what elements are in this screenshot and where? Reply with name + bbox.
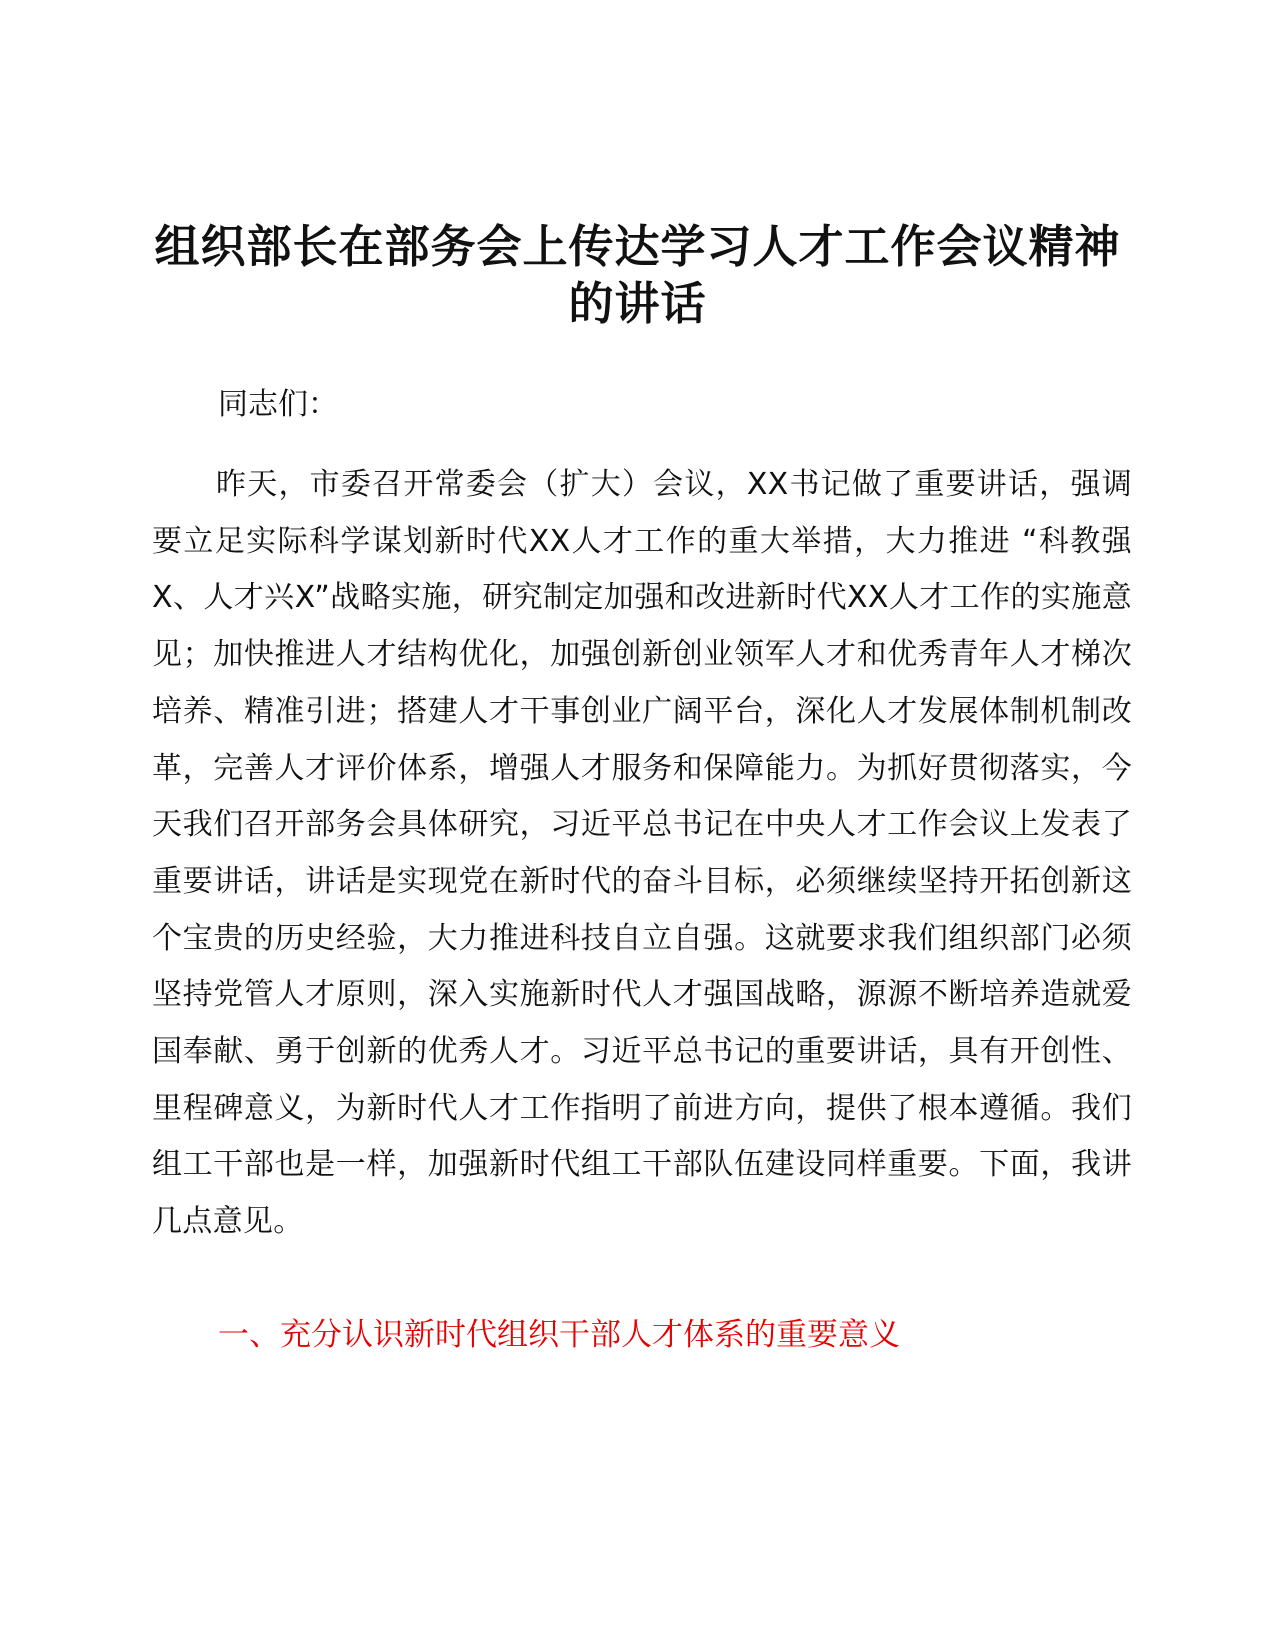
document-title: 组织部长在部务会上传达学习人才工作会议精神的讲话 bbox=[154, 220, 1121, 330]
salutation: 同志们： bbox=[218, 387, 338, 422]
body-paragraph: 昨天，市委召开常委会（扩大）会议，XX书记做了重要讲话，强调要立足实际科学谋划新时代XX人才工作的重大举措，大力推进 “科教强X、人才兴X”战略实施，研究制定加强和改进新时代XX人才工作的实施意见；加快推进人才结构优化，加强创新创业领军人才和优秀青年人才梯次培养、精准引进；搭建人才干事创业广阔平台，深化人才发展体制机制改革，完善人才评价体系，增强人才服务和保障能力。为抓好贯彻落实，今天我们召开部务会具体研究，习近平总书记在中央人才工作会议上发表了重要讲话，讲话是实现党在新时代的奋斗目标，必须继续坚持开拓创新这个宝贵的历史经验，大力推进科技自立自强。这就要求我们组织部门必须坚持党管人才原则，深入实施新时代人才强国战略，源源不断培养造就爱国奉献、勇于创新的优秀人才。习近平总书记的重要讲话，具有开创性、里程碑意义，为新时代人才工作指明了前进方向，提供了根本遵循。我们组工干部也是一样，加强新时代组工干部队伍建设同样重要。下面，我讲几点意见。 bbox=[152, 467, 1132, 1240]
section-heading: 一、充分认识新时代组织干部人才体系的重要意义 bbox=[218, 1317, 900, 1353]
